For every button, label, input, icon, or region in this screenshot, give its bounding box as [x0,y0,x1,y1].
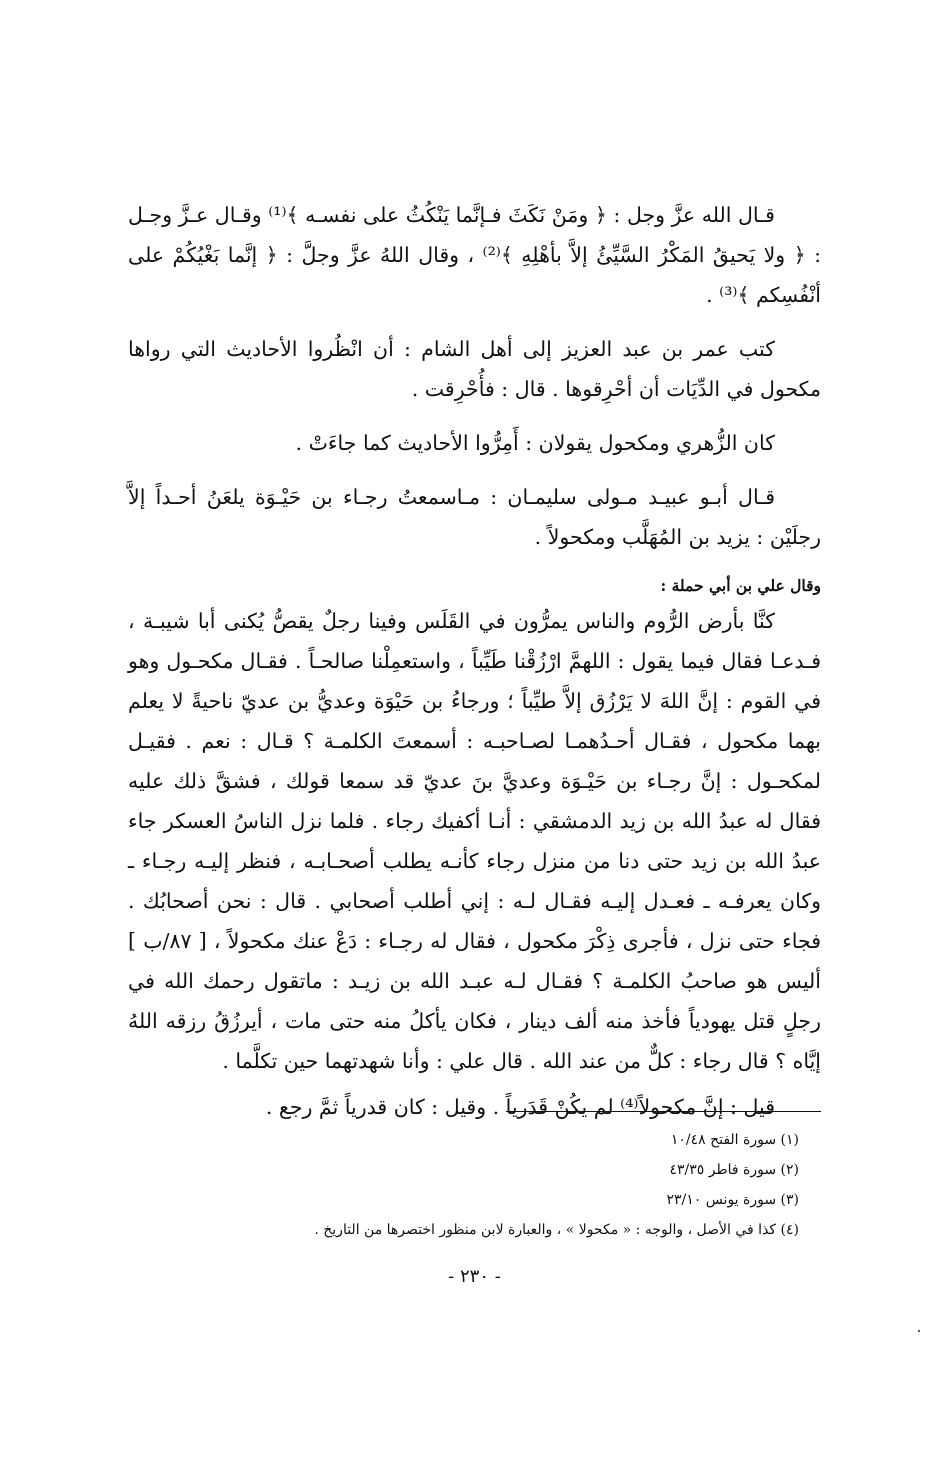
scan-speck [918,1330,920,1332]
paragraph-story: كنَّا بأرض الرُّوم والناس يمرُّون في القَلَس وفينا رجلٌ يقصُّ يُكنى أبا شيبـة ، فـدعـا فقال فيما يقول : اللهمَّ ارْزُقْنا طَيِّباً ، واستعمِلْنا صالحـاً . فقـال مكحـول وهو في القوم : إنَّ اللهَ لا يَرْزُق إلاَّ طيِّباً ؛ ورجاءُ بن حَيْوَة وعديُّ بن عديّ ناحيةً لا يعلم بهما مكحول ، فقـال أحـدُهمـا لصـاحبـه : أسمعتَ الكلمـة ؟ قـال : نعم . فقيـل لمكحـول : إنَّ رجـاء بن حَيْـوَة وعديَّ بنَ عديّ قد سمعا قولك ، فشقَّ ذلك عليه فقال له عبدُ الله بن زيد الدمشقي : أنـا أكفيك رجاء . فلما نزل الناسُ العسكر جاء عبدُ الله بن زيد حتى دنا من منزل رجاء كأنـه يطلب أصحـابـه ، فنظر إليـه رجـاء ـ وكان يعرفـه ـ فعـدل إليـه فقـال لـه : إني أطلب أصحابي . قال : نحن أصحابُك . فجاء حتى نزل ، فأجرى ذِكْرَ مكحول ، فقال له رجـاء : دَعْ عنك مكحولاً ، [ ٨٧/ب ] أليس هو صاحبُ الكلمـة ؟ فقـال لـه عبـد الله بن زيـد : ماتقول رحمك الله في رجلٍ قتل يهودياً فأخذ منه ألف دينار ، فكان يأكلُ منه حتى مات ، أيرزُقُ رزقه اللهُ إيَّاه ؟ قال رجاء : كلٌّ من عند الله . قال علي : وأنا شهدتهما حين تكلَّما . [128,609,821,1073]
page-number: - ٢٣٠ - [448,1266,501,1287]
footnote-1: (١) سورة الفتح ١٠/٤٨ [670,1132,799,1148]
main-text [128,195,821,1127]
footnote-2: (٢) سورة فاطر ٤٣/٣٥ [669,1162,799,1178]
footnote-divider [506,1111,821,1112]
sub-heading-ali-ibn-abi-hamla: وقال علي بن أبي حملة : [660,576,821,595]
paragraph-abu-ubayd: قـال أبـو عبيـد مـولى سليمـان : مـاسمعتُ رجـاء بن حَيْـوَة يلعَنُ أحـداً إلاَّ رجلَيْن : يزيد بن المُهَلَّب ومكحولاً . [128,485,821,549]
paragraph-umar-letter: كتب عمر بن عبد العزيز إلى أهل الشام : أن انْظُروا الأحاديث التي رواها مكحول في الدِّيَات أن أحْرِقوها . قال : فأُحْرِقت . [128,337,821,401]
footnote-4: (٤) كذا في الأصل ، والوجه : « مكحولا » ، والعبارة لابن منظور اختصرها من التاريخ . [314,1222,799,1238]
paragraph-final: قيل : إنَّ مكحولاً⁽⁴⁾ لم يكُنْ قَدَرياً . وقيل : كان قدرياً ثمَّ رجع . [265,1095,775,1119]
footnotes [128,1125,799,1245]
paragraph-quran-verses: قـال الله عزَّ وجل : ﴿ ومَنْ نَكَثَ فـإنَّما يَنْكُثُ على نفسـه ﴾⁽¹⁾ وقـال عـزَّ وجـل : ﴿ ولا يَحيقُ المَكْرُ السَّيِّئُ إلاَّ بأهْلِهِ ﴾⁽²⁾ ، وقال اللهُ عزَّ وجلَّ : ﴿ إنَّما بَغْيُكُمْ على أنْفُسِكم ﴾⁽³⁾ . [128,203,821,307]
paragraph-zuhri-makhul: كان الزُّهري ومكحول يقولان : أَمِرُّوا الأحاديث كما جاءَتْ . [295,431,775,455]
footnote-3: (٣) سورة يونس ٢٣/١٠ [666,1192,799,1208]
